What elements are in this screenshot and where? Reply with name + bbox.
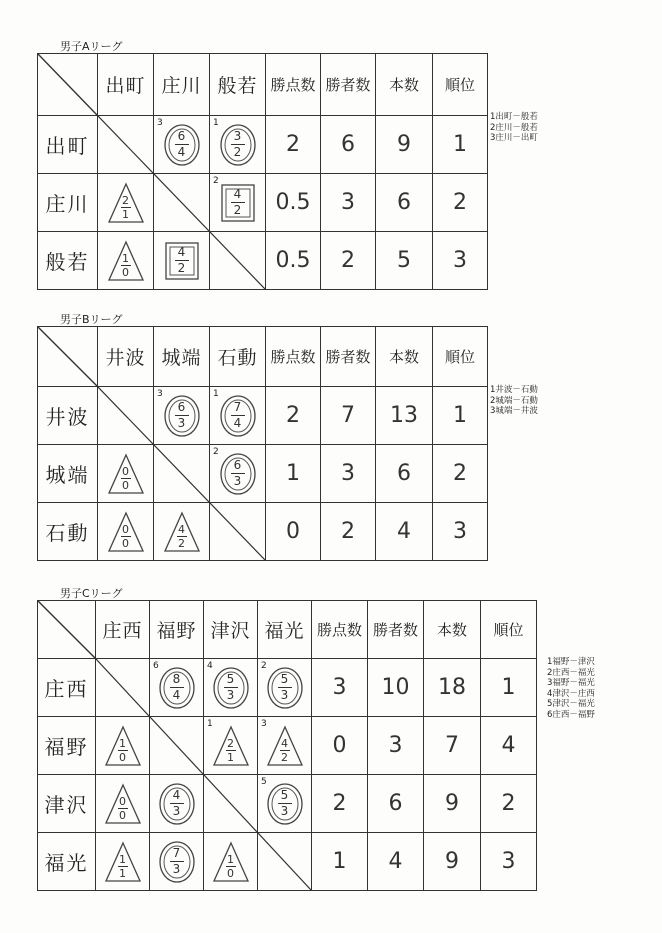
match-order-number: 2 bbox=[213, 447, 219, 457]
stat-value: 9 bbox=[424, 775, 481, 833]
match-result-cell bbox=[154, 503, 210, 561]
stat-value: 18 bbox=[424, 659, 481, 717]
result-mark-circle bbox=[266, 666, 304, 710]
corner-cell bbox=[38, 327, 98, 387]
match-result-cell bbox=[204, 659, 258, 717]
team-column-header: 城端 bbox=[154, 327, 210, 387]
score-bottom: 2 bbox=[233, 203, 242, 217]
score-bottom: 3 bbox=[280, 804, 289, 818]
row-team-name: 井波 bbox=[38, 387, 98, 445]
match-result-cell bbox=[98, 174, 154, 232]
result-mark-circle bbox=[158, 666, 196, 710]
stat-value: 2 bbox=[266, 116, 321, 174]
row-team-name: 石動 bbox=[38, 503, 98, 561]
score-top: 7 bbox=[233, 400, 242, 414]
diagonal-line bbox=[98, 116, 153, 173]
stat-value: 2 bbox=[433, 174, 488, 232]
score-bottom: 2 bbox=[178, 537, 185, 550]
match-order-number: 1 bbox=[213, 118, 219, 128]
team-column-header: 石動 bbox=[210, 327, 266, 387]
team-column-header: 井波 bbox=[98, 327, 154, 387]
match-result-cell bbox=[204, 833, 258, 891]
team-row bbox=[38, 659, 537, 717]
diagonal-line bbox=[98, 387, 153, 444]
score-top: 1 bbox=[227, 853, 234, 866]
stat-column-header: 勝点数 bbox=[266, 327, 321, 387]
stat-column-header: 順位 bbox=[481, 601, 537, 659]
match-order-number: 2 bbox=[261, 661, 267, 671]
score-fraction bbox=[104, 782, 142, 826]
score-top: 4 bbox=[233, 187, 242, 201]
score-bottom: 4 bbox=[172, 688, 181, 702]
score-bottom: 2 bbox=[233, 145, 242, 159]
score-top: 4 bbox=[178, 523, 185, 536]
diagonal-line bbox=[38, 601, 95, 658]
score-top: 4 bbox=[177, 245, 186, 259]
header-row bbox=[38, 601, 537, 659]
league-table bbox=[37, 600, 537, 891]
score-fraction bbox=[266, 666, 304, 710]
diagonal-line bbox=[38, 54, 97, 115]
score-fraction bbox=[219, 394, 257, 438]
score-fraction bbox=[212, 666, 250, 710]
score-fraction bbox=[107, 452, 145, 496]
score-bottom: 4 bbox=[177, 145, 186, 159]
score-bottom: 3 bbox=[233, 474, 242, 488]
match-order-notes bbox=[490, 112, 538, 144]
diagonal-line bbox=[210, 503, 265, 560]
result-mark-triangle bbox=[212, 840, 250, 884]
self-match-cell bbox=[258, 833, 312, 891]
self-match-cell bbox=[98, 116, 154, 174]
row-team-name: 福光 bbox=[38, 833, 96, 891]
stat-value: 3 bbox=[433, 232, 488, 290]
score-top: 5 bbox=[280, 672, 289, 686]
score-top: 1 bbox=[119, 853, 126, 866]
match-result-cell bbox=[96, 775, 150, 833]
header-row bbox=[38, 327, 488, 387]
score-bottom: 3 bbox=[172, 862, 181, 876]
score-bottom: 0 bbox=[119, 809, 126, 822]
score-bottom: 1 bbox=[122, 208, 129, 221]
score-bottom: 0 bbox=[119, 751, 126, 764]
team-row bbox=[38, 717, 537, 775]
stat-column-header: 順位 bbox=[433, 327, 488, 387]
score-fraction bbox=[212, 724, 250, 768]
diagonal-line bbox=[38, 327, 97, 386]
match-result-cell bbox=[150, 775, 204, 833]
stat-value: 0.5 bbox=[266, 232, 321, 290]
stat-value: 3 bbox=[481, 833, 537, 891]
result-mark-circle bbox=[158, 782, 196, 826]
match-result-cell bbox=[258, 659, 312, 717]
score-fraction bbox=[212, 840, 250, 884]
score-top: 1 bbox=[122, 252, 129, 265]
result-mark-circle bbox=[163, 123, 201, 167]
team-row bbox=[38, 833, 537, 891]
stat-value: 4 bbox=[481, 717, 537, 775]
score-fraction bbox=[104, 724, 142, 768]
diagonal-line bbox=[150, 717, 203, 774]
match-result-cell bbox=[210, 387, 266, 445]
match-result-cell bbox=[258, 717, 312, 775]
row-team-name: 福野 bbox=[38, 717, 96, 775]
score-fraction bbox=[107, 181, 145, 225]
stat-column-header: 本数 bbox=[376, 54, 433, 116]
match-order-notes bbox=[547, 657, 595, 720]
diagonal-line bbox=[154, 445, 209, 502]
score-bottom: 3 bbox=[177, 416, 186, 430]
stat-value: 6 bbox=[376, 174, 433, 232]
team-row bbox=[38, 775, 537, 833]
result-mark-triangle bbox=[212, 724, 250, 768]
score-top: 1 bbox=[119, 737, 126, 750]
team-row bbox=[38, 174, 488, 232]
row-team-name: 般若 bbox=[38, 232, 98, 290]
stat-value: 9 bbox=[376, 116, 433, 174]
diagonal-line bbox=[210, 232, 265, 289]
stat-value: 2 bbox=[312, 775, 368, 833]
stat-column-header: 本数 bbox=[424, 601, 481, 659]
score-fraction bbox=[219, 181, 257, 225]
stat-value: 1 bbox=[312, 833, 368, 891]
score-top: 0 bbox=[122, 465, 129, 478]
match-result-cell bbox=[98, 232, 154, 290]
match-result-cell bbox=[210, 174, 266, 232]
score-top: 4 bbox=[172, 788, 181, 802]
stat-value: 3 bbox=[433, 503, 488, 561]
score-top: 4 bbox=[281, 737, 288, 750]
result-mark-triangle bbox=[107, 452, 145, 496]
score-fraction bbox=[219, 452, 257, 496]
score-top: 5 bbox=[280, 788, 289, 802]
match-order-number: 6 bbox=[153, 661, 159, 671]
stat-value: 3 bbox=[321, 445, 376, 503]
score-top: 0 bbox=[119, 795, 126, 808]
match-order-note: 2庄川－般若 bbox=[490, 122, 538, 133]
score-top: 7 bbox=[172, 846, 181, 860]
stat-value: 1 bbox=[266, 445, 321, 503]
match-order-notes bbox=[490, 385, 538, 417]
result-mark-circle bbox=[163, 394, 201, 438]
stat-column-header: 順位 bbox=[433, 54, 488, 116]
score-bottom: 0 bbox=[122, 266, 129, 279]
score-bottom: 3 bbox=[172, 804, 181, 818]
stat-value: 0.5 bbox=[266, 174, 321, 232]
team-row bbox=[38, 445, 488, 503]
score-bottom: 1 bbox=[119, 867, 126, 880]
score-top: 2 bbox=[227, 737, 234, 750]
match-result-cell bbox=[154, 387, 210, 445]
result-mark-triangle bbox=[107, 181, 145, 225]
stat-value: 0 bbox=[266, 503, 321, 561]
match-order-note: 4津沢－庄西 bbox=[547, 688, 595, 699]
league-title: 男子Cリーグ bbox=[60, 587, 123, 600]
score-top: 5 bbox=[226, 672, 235, 686]
score-fraction bbox=[163, 394, 201, 438]
row-team-name: 津沢 bbox=[38, 775, 96, 833]
score-top: 6 bbox=[233, 458, 242, 472]
score-fraction bbox=[266, 724, 304, 768]
stat-value: 9 bbox=[424, 833, 481, 891]
match-result-cell bbox=[154, 116, 210, 174]
diagonal-line bbox=[96, 659, 149, 716]
match-order-note: 2城端－石動 bbox=[490, 395, 538, 406]
result-mark-circle bbox=[219, 452, 257, 496]
match-result-cell bbox=[98, 445, 154, 503]
match-result-cell bbox=[150, 659, 204, 717]
result-mark-circle bbox=[219, 123, 257, 167]
match-order-note: 1福野－津沢 bbox=[547, 657, 595, 667]
result-mark-triangle bbox=[104, 782, 142, 826]
result-mark-circle bbox=[158, 840, 196, 884]
stat-column-header: 本数 bbox=[376, 327, 433, 387]
score-top: 6 bbox=[177, 400, 186, 414]
team-column-header: 庄川 bbox=[154, 54, 210, 116]
team-column-header: 福光 bbox=[258, 601, 312, 659]
match-order-note: 3城端－井波 bbox=[490, 406, 538, 416]
match-result-cell bbox=[150, 833, 204, 891]
stat-value: 2 bbox=[321, 232, 376, 290]
team-column-header: 出町 bbox=[98, 54, 154, 116]
result-mark-circle bbox=[212, 666, 250, 710]
stat-value: 6 bbox=[368, 775, 424, 833]
stat-column-header: 勝点数 bbox=[312, 601, 368, 659]
match-order-number: 3 bbox=[157, 389, 163, 399]
stat-value: 3 bbox=[368, 717, 424, 775]
team-column-header: 般若 bbox=[210, 54, 266, 116]
match-order-number: 4 bbox=[207, 661, 213, 671]
score-bottom: 1 bbox=[227, 751, 234, 764]
result-mark-triangle bbox=[107, 239, 145, 283]
result-mark-triangle bbox=[104, 724, 142, 768]
stat-value: 4 bbox=[368, 833, 424, 891]
match-order-note: 6庄西－福野 bbox=[547, 709, 595, 720]
match-result-cell bbox=[98, 503, 154, 561]
result-mark-triangle bbox=[163, 510, 201, 554]
league-table bbox=[37, 53, 488, 290]
stat-value: 6 bbox=[376, 445, 433, 503]
row-team-name: 庄川 bbox=[38, 174, 98, 232]
match-order-number: 2 bbox=[213, 176, 219, 186]
stat-value: 0 bbox=[312, 717, 368, 775]
score-fraction bbox=[163, 510, 201, 554]
team-row bbox=[38, 232, 488, 290]
stat-value: 1 bbox=[481, 659, 537, 717]
stat-column-header: 勝者数 bbox=[368, 601, 424, 659]
match-order-note: 3庄川－出町 bbox=[490, 133, 538, 143]
result-mark-square bbox=[219, 181, 257, 225]
team-row bbox=[38, 503, 488, 561]
stat-column-header: 勝点数 bbox=[266, 54, 321, 116]
stat-value: 13 bbox=[376, 387, 433, 445]
score-fraction bbox=[158, 840, 196, 884]
score-fraction bbox=[107, 239, 145, 283]
stat-column-header: 勝者数 bbox=[321, 54, 376, 116]
score-fraction bbox=[266, 782, 304, 826]
team-column-header: 津沢 bbox=[204, 601, 258, 659]
stat-value: 6 bbox=[321, 116, 376, 174]
diagonal-line bbox=[258, 833, 311, 890]
league-table bbox=[37, 326, 488, 561]
match-result-cell bbox=[210, 445, 266, 503]
score-fraction bbox=[158, 782, 196, 826]
score-bottom: 2 bbox=[281, 751, 288, 764]
match-order-number: 3 bbox=[261, 719, 267, 729]
stat-value: 3 bbox=[312, 659, 368, 717]
corner-cell bbox=[38, 54, 98, 116]
score-bottom: 2 bbox=[177, 261, 186, 275]
score-fraction bbox=[104, 840, 142, 884]
score-top: 6 bbox=[177, 129, 186, 143]
match-result-cell bbox=[258, 775, 312, 833]
league-title: 男子Bリーグ bbox=[60, 313, 123, 326]
match-result-cell bbox=[154, 232, 210, 290]
match-order-number: 1 bbox=[207, 719, 213, 729]
result-mark-triangle bbox=[104, 840, 142, 884]
league-title: 男子Aリーグ bbox=[60, 40, 123, 53]
match-order-note: 2庄西－福光 bbox=[547, 667, 595, 678]
stat-value: 1 bbox=[433, 387, 488, 445]
self-match-cell bbox=[204, 775, 258, 833]
self-match-cell bbox=[96, 659, 150, 717]
stat-value: 2 bbox=[321, 503, 376, 561]
match-result-cell bbox=[210, 116, 266, 174]
stat-value: 5 bbox=[376, 232, 433, 290]
diagonal-line bbox=[154, 174, 209, 231]
row-team-name: 城端 bbox=[38, 445, 98, 503]
match-order-number: 3 bbox=[157, 118, 163, 128]
stat-value: 2 bbox=[433, 445, 488, 503]
self-match-cell bbox=[154, 445, 210, 503]
team-row bbox=[38, 116, 488, 174]
row-team-name: 出町 bbox=[38, 116, 98, 174]
stat-value: 7 bbox=[321, 387, 376, 445]
match-order-note: 1出町－般若 bbox=[490, 112, 538, 122]
match-order-note: 3福野－福光 bbox=[547, 678, 595, 688]
score-fraction bbox=[219, 123, 257, 167]
result-mark-triangle bbox=[107, 510, 145, 554]
match-order-number: 1 bbox=[213, 389, 219, 399]
stat-value: 7 bbox=[424, 717, 481, 775]
match-order-note: 5津沢－福光 bbox=[547, 699, 595, 709]
stat-value: 4 bbox=[376, 503, 433, 561]
score-fraction bbox=[158, 666, 196, 710]
stat-value: 3 bbox=[321, 174, 376, 232]
self-match-cell bbox=[154, 174, 210, 232]
self-match-cell bbox=[210, 232, 266, 290]
score-top: 2 bbox=[122, 194, 129, 207]
score-fraction bbox=[107, 510, 145, 554]
result-mark-circle bbox=[219, 394, 257, 438]
stat-value: 2 bbox=[481, 775, 537, 833]
match-result-cell bbox=[96, 833, 150, 891]
score-top: 0 bbox=[122, 523, 129, 536]
match-order-note: 1井波－石動 bbox=[490, 385, 538, 395]
corner-cell bbox=[38, 601, 96, 659]
score-bottom: 4 bbox=[233, 416, 242, 430]
self-match-cell bbox=[150, 717, 204, 775]
score-top: 3 bbox=[233, 129, 242, 143]
team-row bbox=[38, 387, 488, 445]
result-mark-circle bbox=[266, 782, 304, 826]
result-mark-square bbox=[163, 239, 201, 283]
row-team-name: 庄西 bbox=[38, 659, 96, 717]
match-result-cell bbox=[96, 717, 150, 775]
score-fraction bbox=[163, 123, 201, 167]
diagonal-line bbox=[204, 775, 257, 832]
self-match-cell bbox=[210, 503, 266, 561]
match-order-number: 5 bbox=[261, 777, 267, 787]
score-bottom: 0 bbox=[122, 479, 129, 492]
stat-value: 10 bbox=[368, 659, 424, 717]
result-mark-triangle bbox=[266, 724, 304, 768]
score-fraction bbox=[163, 239, 201, 283]
header-row bbox=[38, 54, 488, 116]
match-result-cell bbox=[204, 717, 258, 775]
self-match-cell bbox=[98, 387, 154, 445]
score-bottom: 0 bbox=[122, 537, 129, 550]
score-bottom: 0 bbox=[227, 867, 234, 880]
stat-value: 2 bbox=[266, 387, 321, 445]
stat-column-header: 勝者数 bbox=[321, 327, 376, 387]
team-column-header: 庄西 bbox=[96, 601, 150, 659]
score-top: 8 bbox=[172, 672, 181, 686]
stat-value: 1 bbox=[433, 116, 488, 174]
score-bottom: 3 bbox=[280, 688, 289, 702]
score-bottom: 3 bbox=[226, 688, 235, 702]
team-column-header: 福野 bbox=[150, 601, 204, 659]
